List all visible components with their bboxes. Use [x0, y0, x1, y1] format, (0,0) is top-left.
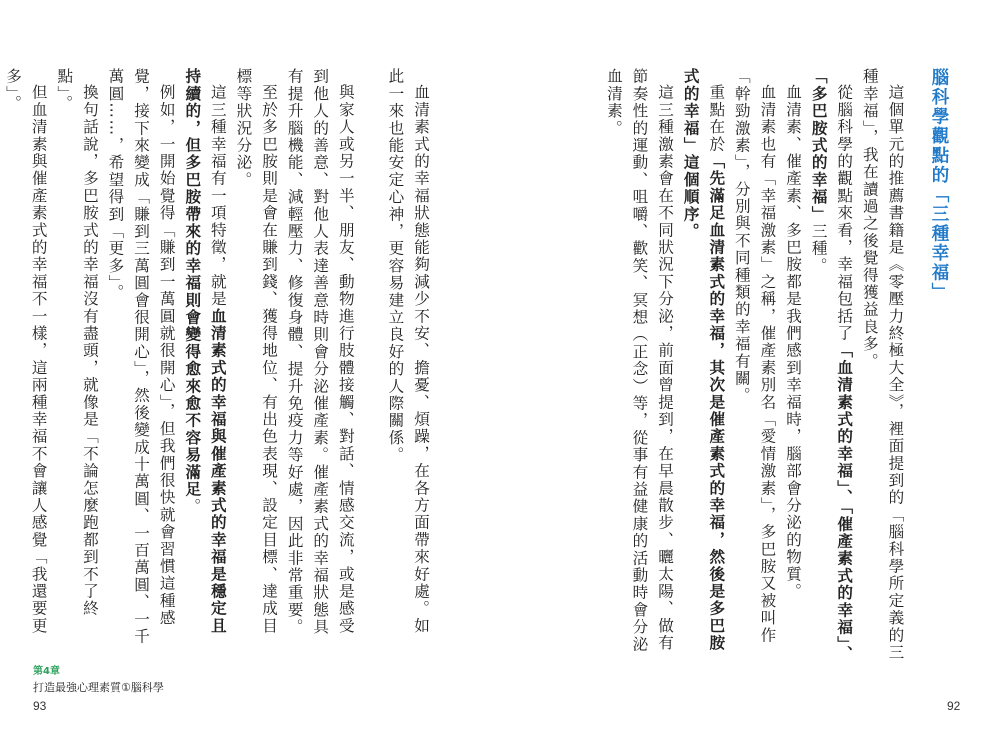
text-run: 。: [183, 498, 202, 516]
paragraph: 至於多巴胺則是會在賺到錢、獲得地位、有出色表現、設定目標、達成目標等狀況分泌。: [234, 68, 279, 634]
left-page-body: [4, 68, 433, 648]
paragraph: 血清素式的幸福狀態能夠減少不安、擔憂、煩躁，在各方面帶來好處。如此一來也能安定心神，更容易建立良好的人際關係。: [386, 68, 430, 634]
right-page-body: [505, 68, 951, 668]
section-heading: 腦科學觀點的「三種幸福」: [929, 68, 949, 302]
page-number-left: 93: [33, 699, 47, 713]
paragraph: 與家人或另一半、朋友、動物進行肢體接觸、對話、情感交流，或是感受到他人的善意、對他人表達善意時則會分泌催產素。催產素式的幸福狀態具有提升腦機能、減輕壓力、修復身體、提升免疫力等好處，因此非常重要。: [285, 68, 355, 636]
text-run: 三種。: [809, 222, 828, 275]
paragraph: 血清素也有「幸福激素」之稱，催產素別名「愛情激素」，多巴胺又被叫作「幹勁激素」，分別與不同種類的幸福有關。: [732, 68, 777, 644]
chapter-label: 第4章: [33, 666, 60, 677]
paragraph-gap: [358, 68, 382, 648]
paragraph: 但血清素與催產素式的幸福不一樣，這兩種幸福不會讓人感覺「我還要更多」。: [4, 68, 48, 634]
paragraph: [677, 68, 728, 668]
text-run: 從腦科學的觀點來看，幸福包括了: [835, 83, 854, 342]
chapter-title: 打造最強心理素質①腦科學: [33, 681, 164, 694]
paragraph: [179, 68, 230, 648]
text-run: 重點在於: [707, 83, 726, 153]
paragraph: 例如，一開始覺得「賺到一萬圓就很開心」，但我們很快就會習慣這種感覺，接下來變成「賺到三萬圓會很開心」，然後變成十萬圓、一百萬圓、一千萬圓……，希望得到「更多」。: [106, 68, 176, 645]
paragraph: 換句話說，多巴胺式的幸福沒有盡頭，就像是「不論怎麼跑都到不了終點」。: [55, 68, 99, 617]
paragraph: 這個單元的推薦書籍是《零壓力終極大全》，裡面提到的「腦科學所定義的三種幸福」，我在讀過之後覺得獲益良多。: [860, 68, 905, 661]
text-run: 這三種幸福有一項特徵，就是: [208, 83, 227, 308]
paragraph: 血清素、催產素、多巴胺都是我們感到幸福時，腦部會分泌的物質。: [784, 83, 803, 600]
emphasis-text: 「先滿足血清素式的幸福，其次是催產素式的幸福，然後是多巴胺式的幸福」這個順序。: [681, 68, 726, 652]
emphasis-text: 「血清素式的幸福」、「催產素式的幸福」、「多巴胺式的幸福」: [809, 68, 854, 663]
paragraph: [805, 68, 856, 668]
paragraph: 這三種激素會在不同狀況下分泌，前面曾提到，在早晨散步、曬太陽、做有節奏性的運動、咀嚼、歡笑、冥想（正念）等，從事有益健康的活動時會分泌血清素。: [604, 68, 675, 653]
emphasis-text: 血清素式的幸福與催產素式的幸福是穩定且持續的，但多巴胺帶來的幸福則會變得愈來愈不容易滿足: [183, 68, 227, 635]
page-number-right: 92: [947, 699, 961, 713]
